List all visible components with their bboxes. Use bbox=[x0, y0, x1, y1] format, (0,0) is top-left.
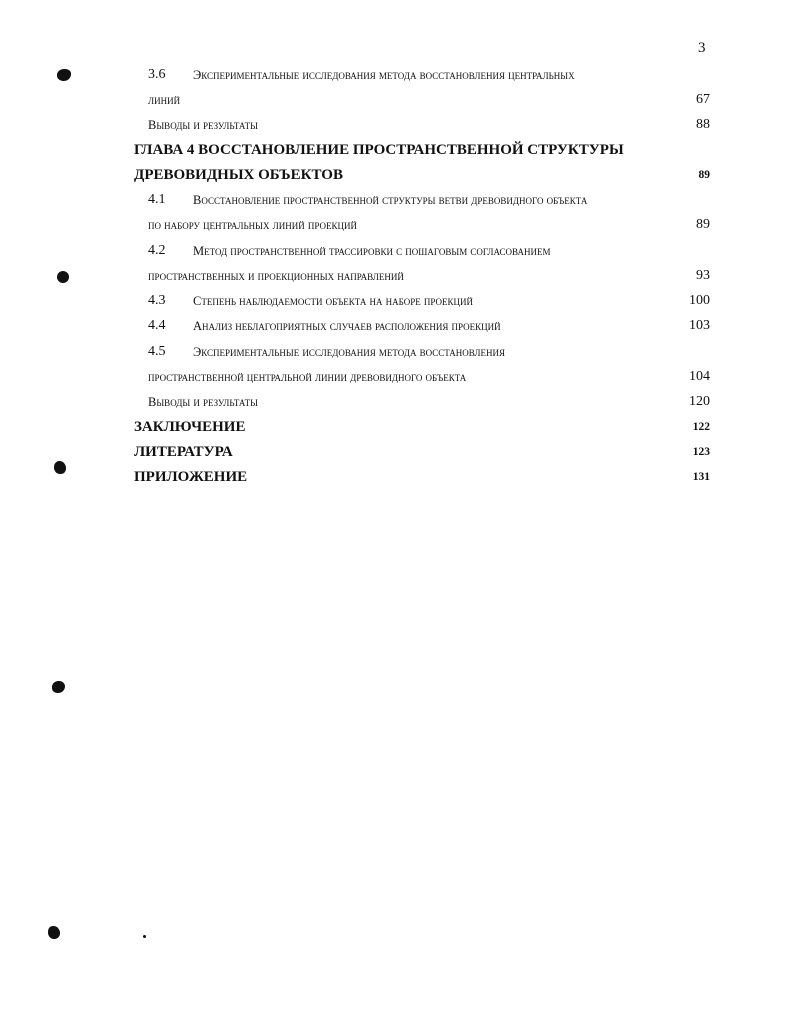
scan-blot bbox=[48, 926, 60, 939]
toc-appendix bbox=[0, 467, 794, 487]
section-title-continued: по набору центральных линий проекций bbox=[148, 218, 357, 232]
page-ref: 104 bbox=[689, 369, 710, 384]
section-title-continued: линий bbox=[148, 93, 181, 107]
toc-entry-4-1-continued bbox=[0, 215, 794, 235]
toc-entry-4-5 bbox=[0, 342, 794, 362]
section-title: Степень наблюдаемости объекта на наборе проекций bbox=[193, 294, 473, 308]
toc-entry-chapter3-summary bbox=[0, 115, 794, 135]
toc-entry-4-1 bbox=[0, 190, 794, 210]
section-title: Метод пространственной трассировки с пошаговым согласованием bbox=[193, 244, 551, 258]
section-title: Анализ неблагоприятных случаев расположения проекций bbox=[193, 319, 501, 333]
toc-entry-chapter4-summary bbox=[0, 392, 794, 412]
page-ref: 89 bbox=[696, 217, 710, 232]
toc-entry-4-2-continued bbox=[0, 266, 794, 286]
section-title-continued: пространственных и проекционных направлений bbox=[148, 269, 404, 283]
scan-blot bbox=[54, 461, 66, 474]
toc-entry-3-6 bbox=[0, 65, 794, 85]
section-title: Выводы и результаты bbox=[148, 118, 258, 132]
chapter-title: ЛИТЕРАТУРА bbox=[134, 444, 233, 460]
toc-entry-4-5-continued bbox=[0, 367, 794, 387]
page-ref: 131 bbox=[692, 471, 710, 483]
chapter-title: ГЛАВА 4 ВОССТАНОВЛЕНИЕ ПРОСТРАНСТВЕННОЙ СТРУКТУРЫ bbox=[134, 142, 624, 158]
section-number: 4.3 bbox=[148, 293, 166, 308]
scan-blot bbox=[57, 271, 69, 283]
scan-blot bbox=[52, 681, 65, 693]
scan-dot bbox=[143, 935, 146, 938]
page-ref: 89 bbox=[698, 169, 710, 181]
toc-literature bbox=[0, 442, 794, 462]
page-ref: 122 bbox=[692, 421, 710, 433]
toc-entry-4-3 bbox=[0, 291, 794, 311]
chapter-title-continued: ДРЕВОВИДНЫХ ОБЪЕКТОВ bbox=[134, 167, 343, 183]
section-number: 4.1 bbox=[148, 192, 166, 207]
toc-entry-4-2 bbox=[0, 241, 794, 261]
toc-conclusion bbox=[0, 417, 794, 437]
chapter-title: ПРИЛОЖЕНИЕ bbox=[134, 469, 248, 485]
toc-entry-4-4 bbox=[0, 316, 794, 336]
page-ref: 100 bbox=[689, 293, 710, 308]
section-title-continued: пространственной центральной линии древовидного объекта bbox=[148, 370, 467, 384]
toc-chapter-4-heading bbox=[0, 140, 794, 160]
page-ref: 120 bbox=[689, 394, 710, 409]
section-title: Экспериментальные исследования метода восстановления центральных bbox=[193, 68, 575, 82]
page-ref: 67 bbox=[696, 92, 710, 107]
toc-chapter-4-heading-continued bbox=[0, 165, 794, 185]
section-number: 3.6 bbox=[148, 67, 166, 82]
section-number: 4.4 bbox=[148, 318, 166, 333]
page-ref: 123 bbox=[692, 446, 710, 458]
chapter-title: ЗАКЛЮЧЕНИЕ bbox=[134, 419, 246, 435]
page-ref: 103 bbox=[689, 318, 710, 333]
section-number: 4.2 bbox=[148, 243, 166, 258]
section-number: 4.5 bbox=[148, 344, 166, 359]
toc-entry-3-6-continued bbox=[0, 90, 794, 110]
section-title: Восстановление пространственной структуры ветви древовидного объекта bbox=[193, 193, 588, 207]
section-title: Экспериментальные исследования метода восстановления bbox=[193, 345, 506, 359]
section-title: Выводы и результаты bbox=[148, 395, 258, 409]
page-ref: 88 bbox=[696, 117, 710, 132]
page-number: 3 bbox=[698, 40, 706, 56]
page-ref: 93 bbox=[696, 268, 710, 283]
